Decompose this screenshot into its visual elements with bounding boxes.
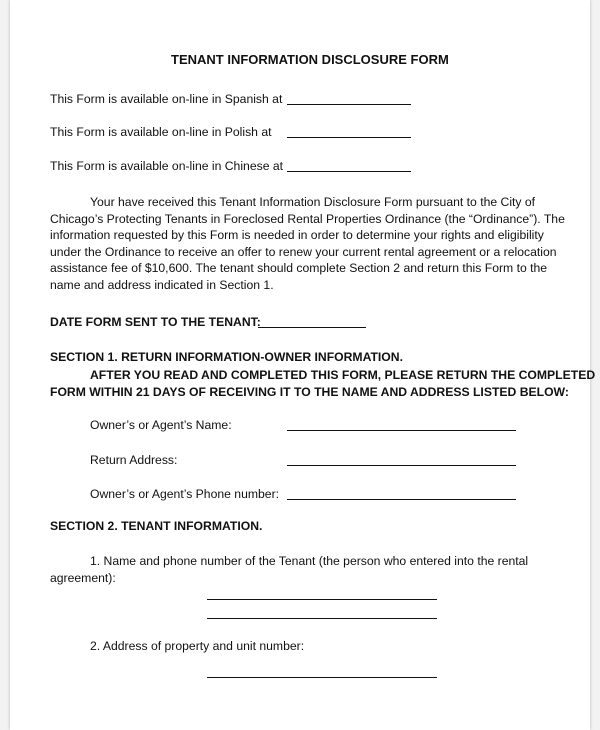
owner-name-label: Owner’s or Agent’s Name:	[90, 418, 232, 432]
intro-paragraph	[50, 194, 570, 294]
intro-line: Your have received this Tenant Information Disclosure Form pursuant to the City of	[90, 195, 536, 209]
tenant-name-question-line1: 1. Name and phone number of the Tenant (the person who entered into the rental	[90, 554, 529, 568]
tenant-name-field-2[interactable]	[207, 618, 437, 619]
owner-phone-label: Owner’s or Agent’s Phone number:	[90, 487, 280, 501]
intro-line: name and address indicated in Section 1.	[50, 277, 274, 292]
date-sent-field[interactable]	[258, 327, 366, 328]
intro-line: assistance fee of $10,600. The tenant should complete Section 2 and return this Form to the	[50, 261, 548, 276]
chinese-url-field[interactable]	[287, 171, 411, 172]
spanish-availability-label: This Form is available on-line in Spanish at	[50, 92, 283, 106]
polish-availability-label: This Form is available on-line in Polish at	[50, 125, 272, 139]
section1-heading: SECTION 1. RETURN INFORMATION-OWNER INFORMATION.	[50, 350, 403, 364]
intro-line: Chicago’s Protecting Tenants in Foreclosed Rental Properties Ordinance (the “Ordinance”). The	[50, 211, 565, 226]
section2-heading: SECTION 2. TENANT INFORMATION.	[50, 519, 263, 533]
return-address-field[interactable]	[287, 465, 516, 466]
polish-url-field[interactable]	[287, 137, 411, 138]
date-sent-label: DATE FORM SENT TO THE TENANT:	[50, 315, 261, 329]
section1-instruction-line1: AFTER YOU READ AND COMPLETED THIS FORM, PLEASE RETURN THE COMPLETED	[90, 368, 596, 382]
chinese-availability-label: This Form is available on-line in Chinese at	[50, 159, 284, 173]
property-address-field[interactable]	[207, 677, 437, 678]
property-address-question: 2. Address of property and unit number:	[90, 639, 305, 653]
section1-instruction-line2: FORM WITHIN 21 DAYS OF RECEIVING IT TO THE NAME AND ADDRESS LISTED BELOW:	[50, 385, 569, 399]
form-page	[10, 0, 596, 730]
tenant-name-question-line2: agreement):	[50, 571, 116, 585]
intro-line: information requested by this Form is needed in order to determine your rights and eligibility	[50, 228, 544, 243]
return-address-label: Return Address:	[90, 453, 178, 467]
owner-phone-field[interactable]	[287, 499, 516, 500]
owner-name-field[interactable]	[287, 430, 516, 431]
intro-line: under the Ordinance to receive an offer to renew your current rental agreement or a relocation	[50, 244, 557, 259]
tenant-name-field-1[interactable]	[207, 599, 437, 600]
page-title: TENANT INFORMATION DISCLOSURE FORM	[171, 52, 449, 67]
spanish-url-field[interactable]	[287, 104, 411, 105]
